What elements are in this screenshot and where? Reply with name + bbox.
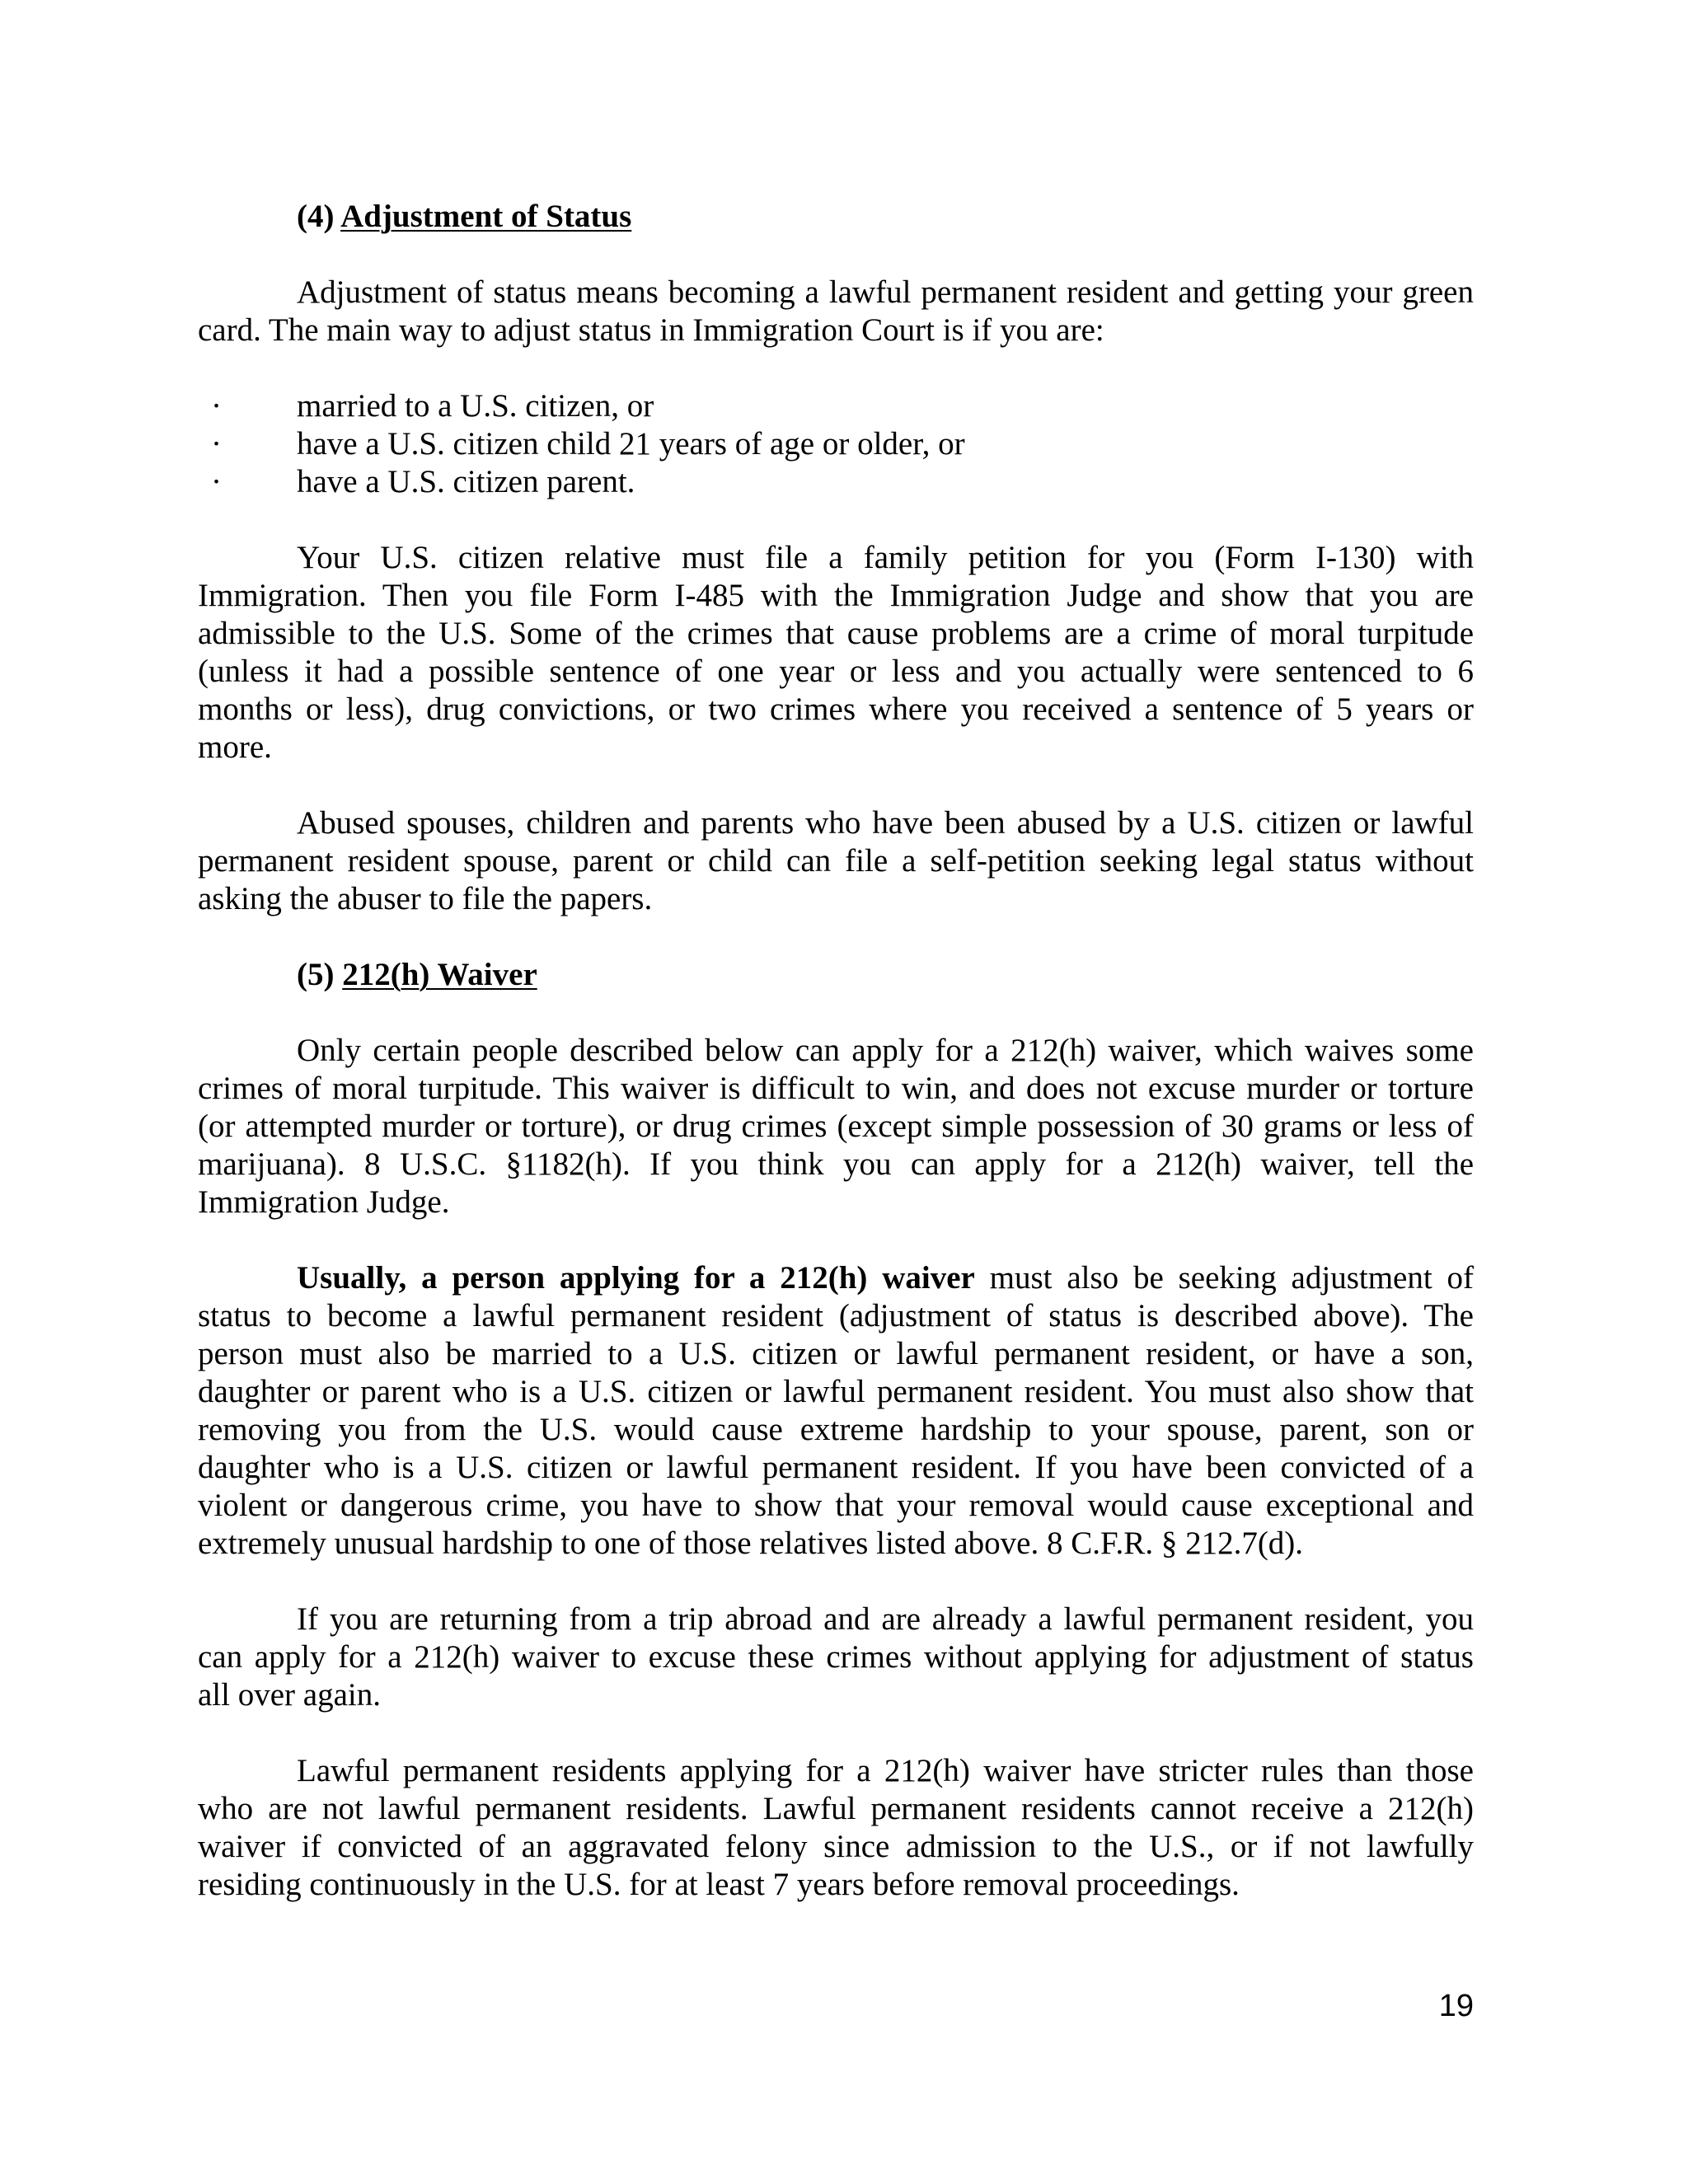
paragraph-line: can apply for a 212(h) waiver to excuse these crimes without applying for adjustment of status [198, 1639, 1474, 1675]
bullet-marker: · [211, 426, 222, 462]
bullet-item [198, 425, 1474, 463]
paragraph-line: Lawful permanent residents applying for a 212(h) waiver have stricter rules than those [297, 1753, 1474, 1788]
paragraph-returning-lpr [198, 1601, 1474, 1714]
bullet-marker: · [211, 464, 222, 499]
paragraph-line: waiver if convicted of an aggravated felony since admission to the U.S., or if not lawfully [198, 1829, 1474, 1864]
section-title: Adjustment of Status [340, 199, 632, 234]
paragraph-line: person must also be married to a U.S. citizen or lawful permanent resident, or have a son, [198, 1336, 1474, 1371]
paragraph-line [198, 1259, 1474, 1297]
page-number: 19 [1438, 1989, 1474, 2023]
bullet-text: married to a U.S. citizen, or [297, 388, 654, 424]
paragraph-line: daughter who is a U.S. citizen or lawful permanent resident. If you have been convicted of a [198, 1450, 1474, 1485]
section-number: (4) [297, 199, 335, 234]
paragraph-line: Only certain people described below can apply for a 212(h) waiver, which waives some [297, 1033, 1474, 1068]
paragraph-line: status to become a lawful permanent resident (adjustment of status is described above). The [198, 1298, 1474, 1333]
paragraph-line: admissible to the U.S. Some of the crimes that cause problems are a crime of moral turpitude [198, 616, 1474, 651]
paragraph-line: Abused spouses, children and parents who have been abused by a U.S. citizen or lawful [297, 805, 1474, 841]
paragraph-lpr-stricter-rules [198, 1752, 1474, 1904]
paragraph-line: more. [198, 729, 272, 765]
paragraph-line: Immigration Judge. [198, 1184, 450, 1220]
bullet-item [198, 387, 1474, 425]
section-title: 212(h) Waiver [342, 957, 537, 992]
paragraph-line: removing you from the U.S. would cause extreme hardship to your spouse, parent, son or [198, 1412, 1474, 1447]
paragraph-adjustment-intro [198, 274, 1474, 349]
bullet-marker: · [211, 388, 222, 424]
paragraph-line: extremely unusual hardship to one of those relatives listed above. 8 C.F.R. § 212.7(d). [198, 1526, 1304, 1561]
eligibility-bullet-list [198, 387, 1474, 501]
paragraph-line: If you are returning from a trip abroad and are already a lawful permanent resident, you [297, 1601, 1474, 1637]
paragraph-waiver-eligibility [198, 1032, 1474, 1221]
paragraph-line: marijuana). 8 U.S.C. §1182(h). If you think you can apply for a 212(h) waiver, tell the [198, 1146, 1474, 1182]
paragraph-line: Adjustment of status means becoming a lawful permanent resident and getting your green [297, 274, 1474, 310]
paragraph-line: (or attempted murder or torture), or drug crimes (except simple possession of 30 grams or less of [198, 1108, 1474, 1144]
paragraph-line: permanent resident spouse, parent or child can file a self-petition seeking legal status without [198, 843, 1474, 879]
paragraph-line: all over again. [198, 1677, 381, 1713]
paragraph-line: asking the abuser to file the papers. [198, 881, 653, 916]
paragraph-line: violent or dangerous crime, you have to show that your removal would cause exceptional and [198, 1488, 1474, 1523]
bold-lead-text: Usually, a person applying for a 212(h) waiver [297, 1260, 975, 1296]
paragraph-line: who are not lawful permanent residents. Lawful permanent residents cannot receive a 212(h) [198, 1791, 1474, 1826]
paragraph-line: Your U.S. citizen relative must file a family petition for you (Form I-130) with [297, 540, 1474, 575]
section-heading-adjustment-of-status [198, 198, 1474, 236]
paragraph-line: (unless it had a possible sentence of one year or less and you actually were sentenced to 6 [198, 654, 1474, 689]
bullet-text: have a U.S. citizen child 21 years of age or older, or [297, 426, 965, 462]
paragraph-abused-self-petition [198, 804, 1474, 918]
paragraph-line: months or less), drug convictions, or two crimes where you received a sentence of 5 years or [198, 691, 1474, 727]
paragraph-line: daughter or parent who is a U.S. citizen or lawful permanent resident. You must also show that [198, 1374, 1474, 1409]
page-body [198, 198, 1474, 1942]
bullet-item [198, 463, 1474, 501]
section-heading-212h-waiver [198, 956, 1474, 994]
bullet-text: have a U.S. citizen parent. [297, 464, 635, 499]
paragraph-line: card. The main way to adjust status in Immigration Court is if you are: [198, 312, 1104, 348]
paragraph-line: crimes of moral turpitude. This waiver is difficult to win, and does not excuse murder or torture [198, 1071, 1474, 1106]
paragraph-waiver-requirements [198, 1259, 1474, 1563]
paragraph-family-petition [198, 539, 1474, 766]
paragraph-line: residing continuously in the U.S. for at least 7 years before removal proceedings. [198, 1867, 1240, 1902]
paragraph-line: Immigration. Then you file Form I-485 with the Immigration Judge and show that you are [198, 578, 1474, 613]
line-text: must also be seeking adjustment of [989, 1260, 1474, 1296]
section-number: (5) [297, 957, 335, 992]
